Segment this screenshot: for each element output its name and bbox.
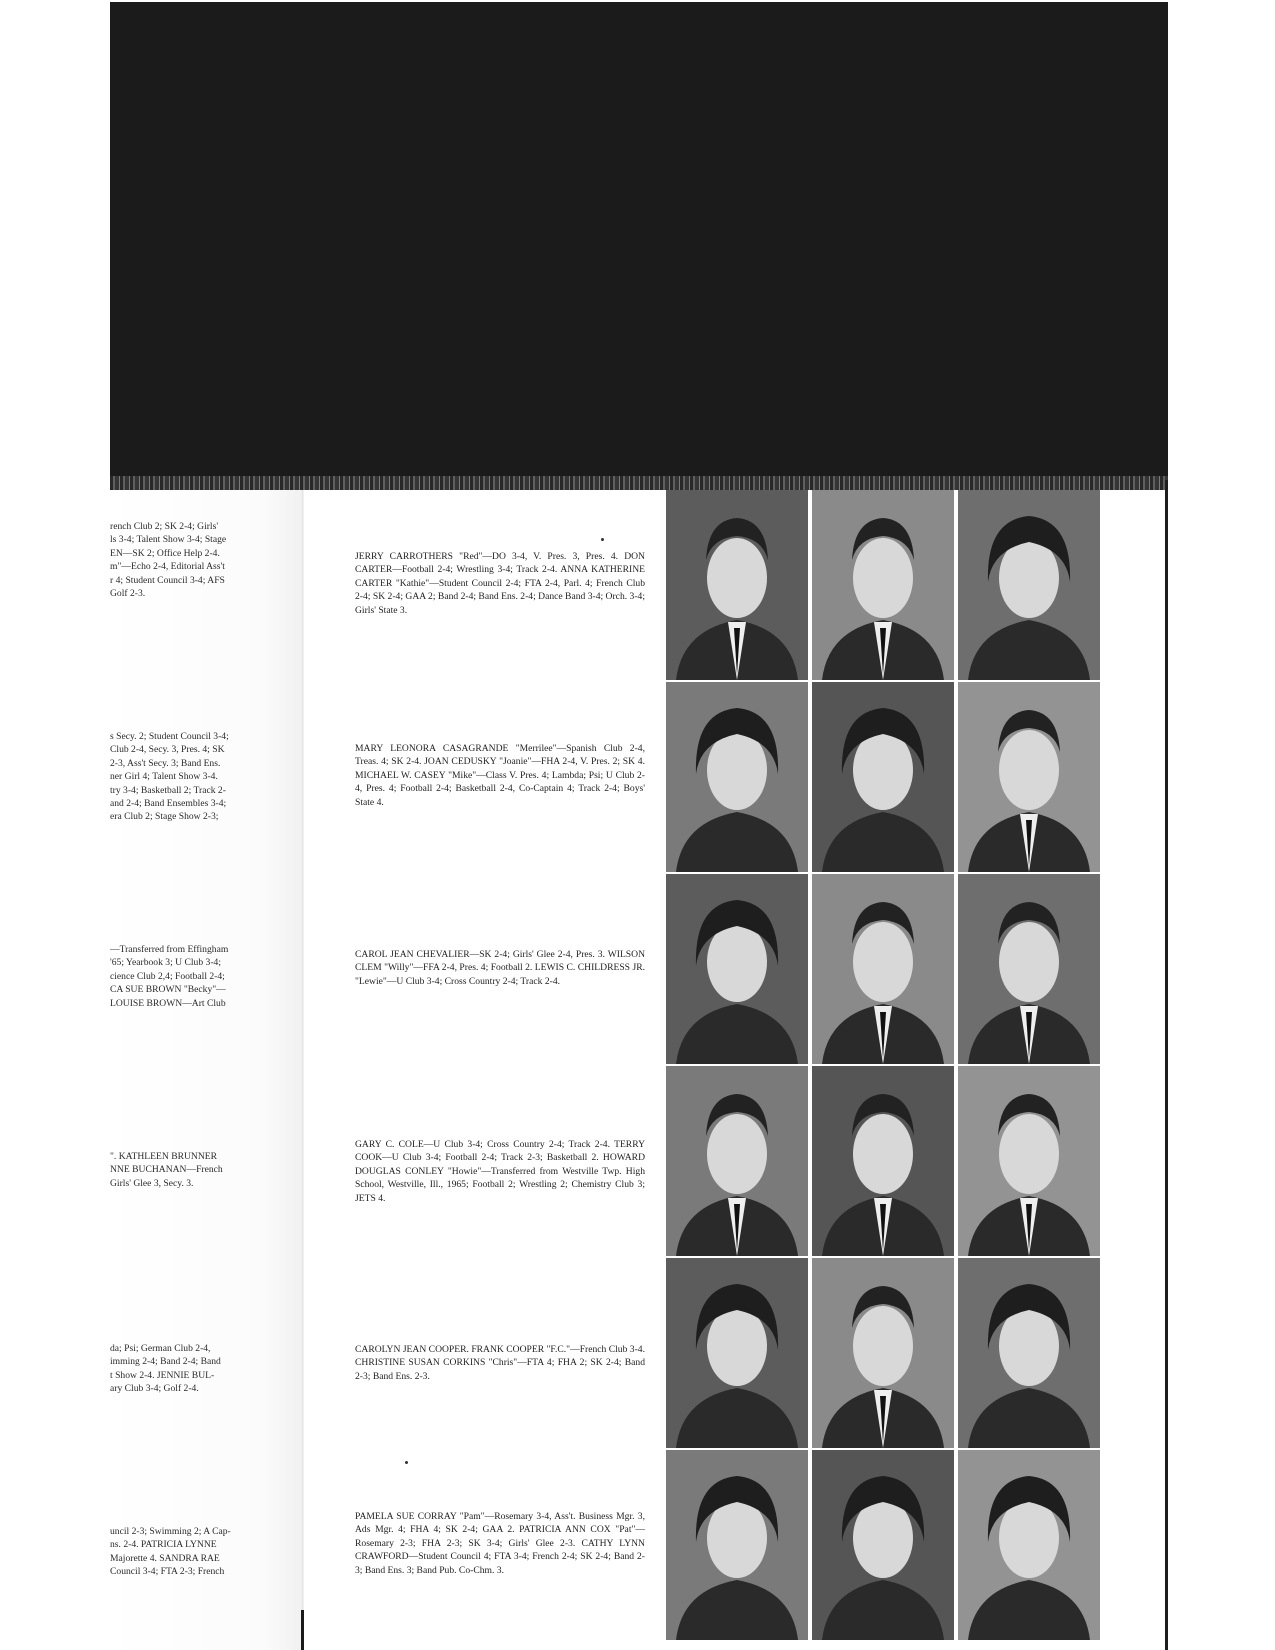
bio-row-4: GARY C. COLE—U Club 3-4; Cross Country 2-4; Track 2-4. TERRY COOK—U Club 3-4; Football 2-4; Track 2-3; Basketball 2. HOWARD DOUGLAS CONLEY "Howie"—Transferred from Westville Twp. High School, Westville, Ill., 1965; Football 2; Wrestling 2; Chemistry Club 3; JETS 4. xyxy=(355,1139,645,1204)
portrait-carolyn-cooper xyxy=(666,1258,808,1448)
left-text-block-3: —Transferred from Effingham '65; Yearbook 3; U Club 3-4; cience Club 2,4; Football 2-4; CA SUE BROWN "Becky"— LOUISE BROWN—Art Club xyxy=(110,944,229,1009)
left-text-block-1: rench Club 2; SK 2-4; Girls' ls 3-4; Talent Show 3-4; Stage EN—SK 2; Office Help 2-4. m"—Echo 2-4, Editorial Ass't r 4; Student Council 3-4; AFS Golf 2-3. xyxy=(110,521,227,600)
portrait-frank-cooper xyxy=(812,1258,954,1448)
portrait-anna-carter xyxy=(958,490,1100,680)
portrait-cathy-crawford xyxy=(958,1450,1100,1640)
left-text-block-4: ". KATHLEEN BRUNNER NNE BUCHANAN—French Girls' Glee 3, Secy. 3. xyxy=(110,1151,223,1189)
dark-book-cover-region xyxy=(110,2,1168,490)
page-edge-strip xyxy=(110,476,1168,490)
spine-mark xyxy=(301,1610,304,1650)
stray-dot xyxy=(601,538,604,541)
portrait-don-carter xyxy=(812,490,954,680)
portrait-gary-cole xyxy=(666,1066,808,1256)
portrait-lewis-childress xyxy=(958,874,1100,1064)
bio-row-3: CAROL JEAN CHEVALIER—SK 2-4; Girls' Glee 2-4, Pres. 3. WILSON CLEM "Willy"—FFA 2-4, Pres. 4; Football 2. LEWIS C. CHILDRESS JR. "Lewie"—U Club 3-4; Cross Country 2-4; Track 2-4. xyxy=(355,949,645,987)
left-text-block-5: da; Psi; German Club 2-4, imming 2-4; Band 2-4; Band t Show 2-4. JENNIE BUL- ary Club 3-4; Golf 2-4. xyxy=(110,1343,221,1395)
bio-row-5: CAROLYN JEAN COOPER. FRANK COOPER "F.C."—French Club 3-4. CHRISTINE SUSAN CORKINS "Chris"—FTA 4; FHA 2; SK 2-4; Band 2-3; Band Ens. 2-3. xyxy=(355,1344,645,1382)
bio-row-6: PAMELA SUE CORRAY "Pam"—Rosemary 3-4, Ass't. Business Mgr. 3, Ads Mgr. 4; FHA 4; SK 2-4; GAA 2. PATRICIA ANN COX "Pat"—Rosemary 2-3; FHA 2-3; SK 3-4; Girls' Glee 2-3. CATHY LYNN CRAWFORD—Student Council 4; FTA 3-4; French 2-4; SK 2-4; Band 2-3; Band Ens. 3; Band Pub. Co-Chm. 3. xyxy=(355,1511,645,1576)
left-text-block-6: uncil 2-3; Swimming 2; A Cap- ns. 2-4. PATRICIA LYNNE Majorette 4. SANDRA RAE Council 3-4; FTA 2-3; French xyxy=(110,1526,231,1578)
book-gutter xyxy=(302,490,303,1650)
portrait-patricia-cox xyxy=(812,1450,954,1640)
stray-dot xyxy=(405,1461,408,1464)
bio-row-1: JERRY CARROTHERS "Red"—DO 3-4, V. Pres. 3, Pres. 4. DON CARTER—Football 2-4; Wrestling 3-4; Track 2-4. ANNA KATHERINE CARTER "Kathie"—Student Council 2-4; FTA 2-4, Parl. 4; French Club 2-4; SK 2-4; GAA 2; Band 2-4; Band Ens. 2-4; Dance Band 3-4; Orch. 3-4; Girls' State 3. xyxy=(355,551,645,616)
portrait-jerry-carrothers xyxy=(666,490,808,680)
bio-row-2: MARY LEONORA CASAGRANDE "Merrilee"—Spanish Club 2-4, Treas. 4; SK 2-4. JOAN CEDUSKY "Joanie"—FHA 2-4, V. Pres. 2; SK 4. MICHAEL W. CASEY "Mike"—Class V. Pres. 4; Lambda; Psi; U Club 2-4, Pres. 4; Football 2-4; Basketball 2-4, Co-Captain 4; Track 2-4; Boys' State 4. xyxy=(355,743,645,808)
portrait-pamela-corray xyxy=(666,1450,808,1640)
portrait-michael-casey xyxy=(958,682,1100,872)
portrait-terry-cook xyxy=(812,1066,954,1256)
left-text-block-2: s Secy. 2; Student Council 3-4; Club 2-4, Secy. 3, Pres. 4; SK 2-3, Ass't Secy. 3; Band Ens. ner Girl 4; Talent Show 3-4. try 3-4; Basketball 2; Track 2- and 2-4; Band Ensembles 3-4; era Club 2; Stage Show 2-3; xyxy=(110,731,229,823)
portrait-christine-corkins xyxy=(958,1258,1100,1448)
left-page xyxy=(108,490,304,1650)
portrait-carol-chevalier xyxy=(666,874,808,1064)
portrait-howard-conley xyxy=(958,1066,1100,1256)
right-page-edge xyxy=(1165,480,1168,1650)
portrait-joan-cedusky xyxy=(812,682,954,872)
portrait-wilson-clem xyxy=(812,874,954,1064)
portrait-mary-casagrande xyxy=(666,682,808,872)
